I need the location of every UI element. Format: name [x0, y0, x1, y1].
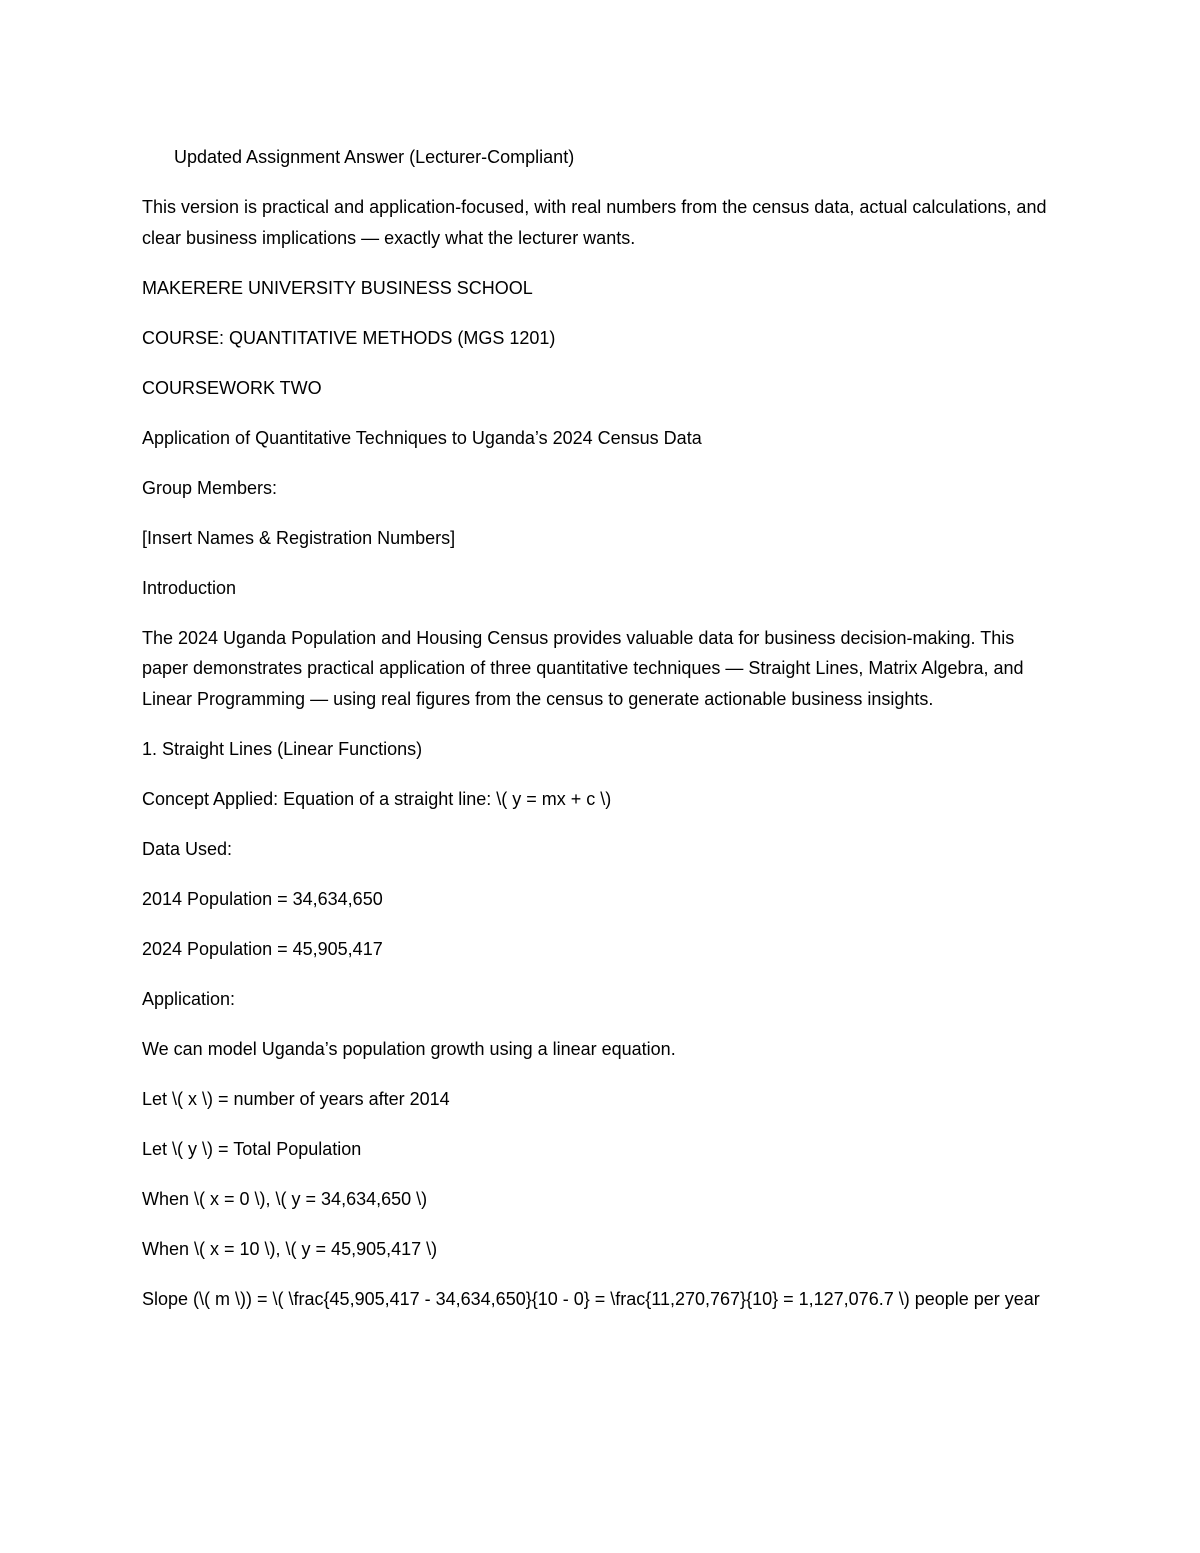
group-members-label: Group Members:: [142, 477, 278, 498]
introduction-text: The 2024 Uganda Population and Housing Census provides valuable data for business decision-making. This paper demonstrates practical application of three quantitative techniques — Straight Lines, Matrix Algebra, and Linear Programming — using real figures from the census to generate actionable business insights.: [142, 627, 1024, 709]
when-x-0: When \( x = 0 \), \( y = 34,634,650 \): [142, 1188, 428, 1209]
topic-title: Application of Quantitative Techniques to Uganda’s 2024 Census Data: [142, 427, 702, 448]
let-x-definition: Let \( x \) = number of years after 2014: [142, 1088, 450, 1109]
course-title: COURSE: QUANTITATIVE METHODS (MGS 1201): [142, 327, 556, 348]
application-text: We can model Uganda’s population growth using a linear equation.: [142, 1038, 676, 1059]
population-2014: 2014 Population = 34,634,650: [142, 888, 383, 909]
slope-calculation: Slope (\( m \)) = \( \frac{45,905,417 - 34,634,650}{10 - 0} = \frac{11,270,767}{10} = 1,127,076.7 \) people per year: [142, 1288, 1040, 1309]
introduction-heading: Introduction: [142, 577, 237, 598]
data-used-label: Data Used:: [142, 838, 233, 859]
document-body: [142, 142, 1062, 1334]
group-members-placeholder: [Insert Names & Registration Numbers]: [142, 527, 456, 548]
application-label: Application:: [142, 988, 236, 1009]
population-2024: 2024 Population = 45,905,417: [142, 938, 383, 959]
intro-note: This version is practical and application-focused, with real numbers from the census data, actual calculations, and clear business implications — exactly what the lecturer wants.: [142, 197, 1047, 248]
coursework-label: COURSEWORK TWO: [142, 377, 322, 398]
let-y-definition: Let \( y \) = Total Population: [142, 1138, 362, 1159]
when-x-10: When \( x = 10 \), \( y = 45,905,417 \): [142, 1238, 438, 1259]
university-name: MAKERERE UNIVERSITY BUSINESS SCHOOL: [142, 277, 533, 298]
document-title: Updated Assignment Answer (Lecturer-Compliant): [174, 147, 575, 167]
concept-applied: Concept Applied: Equation of a straight line: \( y = mx + c \): [142, 788, 612, 809]
section-1-heading: 1. Straight Lines (Linear Functions): [142, 738, 423, 759]
